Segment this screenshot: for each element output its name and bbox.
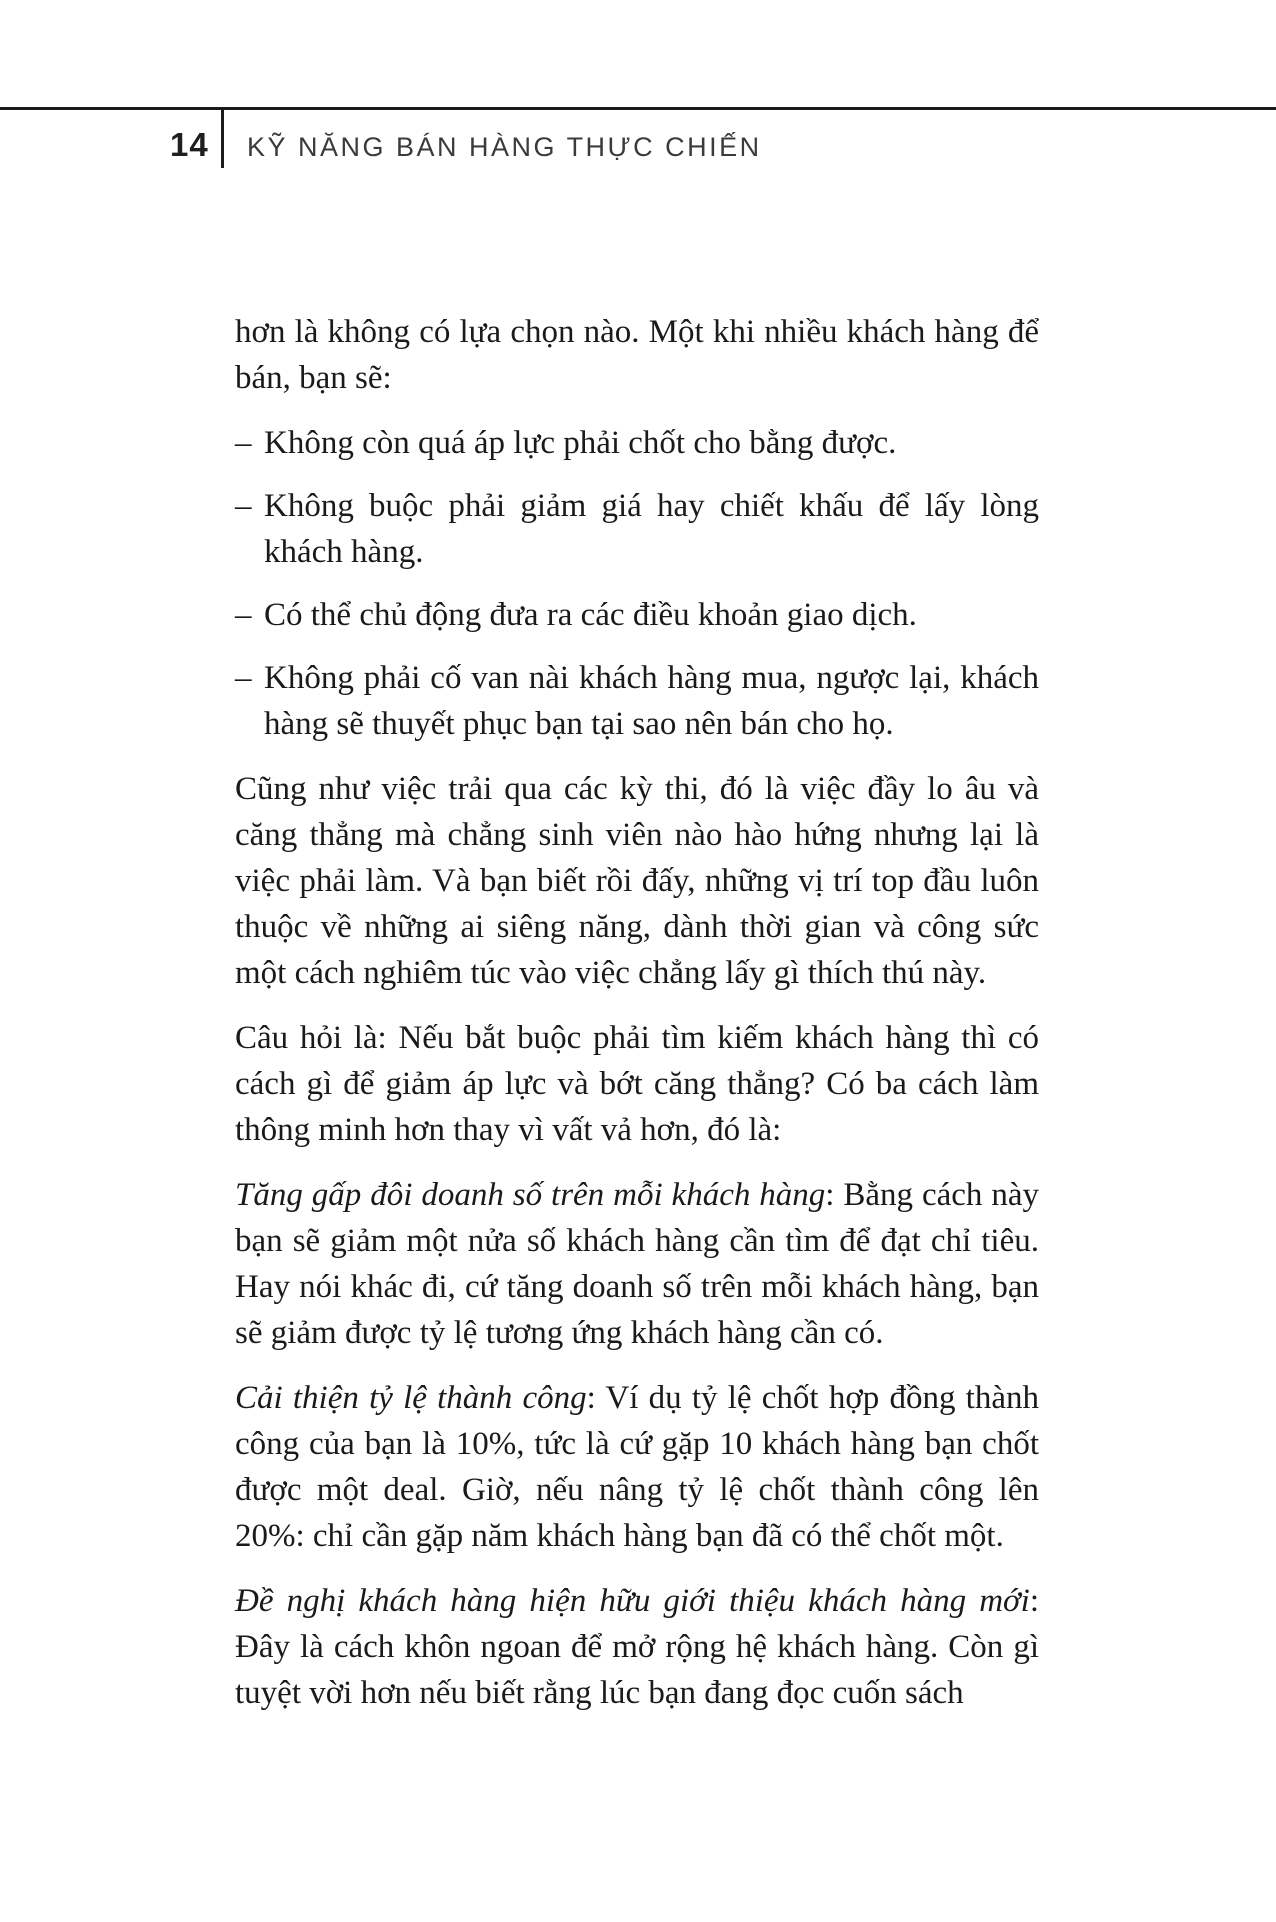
running-title: KỸ NĂNG BÁN HÀNG THỰC CHIẾN	[247, 132, 762, 162]
dash-bullet: –	[235, 488, 252, 524]
method-lead-italic: Đề nghị khách hàng hiện hữu giới thiệu khách hàng mới	[235, 1583, 1030, 1619]
benefit-list	[235, 420, 1039, 747]
list-item-text: Không còn quá áp lực phải chốt cho bằng được.	[264, 425, 897, 461]
exam-paragraph: Cũng như việc trải qua các kỳ thi, đó là việc đầy lo âu và căng thẳng mà chẳng sinh viên nào hào hứng nhưng lại là việc phải làm. Và bạn biết rồi đấy, những vị trí top đầu luôn thuộc về những ai siêng năng, dành thời gian và công sức một cách nghiêm túc vào việc chẳng lấy gì thích thú này.	[235, 771, 1039, 991]
intro-paragraph: hơn là không có lựa chọn nào. Một khi nhiều khách hàng để bán, bạn sẽ:	[235, 314, 1039, 396]
list-item	[235, 592, 1039, 638]
list-item	[235, 655, 1039, 747]
header-rule	[0, 107, 1276, 110]
list-item-text: Có thể chủ động đưa ra các điều khoản giao dịch.	[264, 597, 917, 633]
list-item-text: Không phải cố van nài khách hàng mua, ngược lại, khách hàng sẽ thuyết phục bạn tại sao nên bán cho họ.	[264, 660, 1039, 742]
body-text	[235, 309, 1039, 1735]
method-body-text: : Bằng cách này bạn sẽ giảm một nửa số khách hàng cần tìm để đạt chỉ tiêu. Hay nói khác đi, cứ tăng doanh số trên mỗi khách hàng, bạn sẽ giảm được tỷ lệ tương ứng khách hàng cần có.	[235, 1177, 1039, 1351]
method-body-text: : Đây là cách khôn ngoan để mở rộng hệ khách hàng. Còn gì tuyệt vời hơn nếu biết rằng lúc bạn đang đọc cuốn sách	[235, 1583, 1039, 1711]
method-lead-italic: Cải thiện tỷ lệ thành công	[235, 1380, 587, 1416]
method-paragraph-3	[235, 1578, 1039, 1716]
header-divider	[221, 107, 224, 168]
method-paragraph-1	[235, 1172, 1039, 1356]
method-lead-italic: Tăng gấp đôi doanh số trên mỗi khách hàng	[235, 1177, 826, 1213]
page-number: 14	[170, 126, 209, 163]
dash-bullet: –	[235, 425, 252, 461]
dash-bullet: –	[235, 660, 252, 696]
list-item	[235, 483, 1039, 575]
method-body-text: : Ví dụ tỷ lệ chốt hợp đồng thành công của bạn là 10%, tức là cứ gặp 10 khách hàng bạn chốt được một deal. Giờ, nếu nâng tỷ lệ chốt thành công lên 20%: chỉ cần gặp năm khách hàng bạn đã có thể chốt một.	[235, 1380, 1040, 1554]
method-paragraph-2	[235, 1375, 1039, 1559]
list-item	[235, 420, 1039, 466]
list-item-text: Không buộc phải giảm giá hay chiết khấu để lấy lòng khách hàng.	[264, 488, 1039, 570]
dash-bullet: –	[235, 597, 252, 633]
question-paragraph: Câu hỏi là: Nếu bắt buộc phải tìm kiếm khách hàng thì có cách gì để giảm áp lực và bớt căng thẳng? Có ba cách làm thông minh hơn thay vì vất vả hơn, đó là:	[235, 1020, 1039, 1148]
